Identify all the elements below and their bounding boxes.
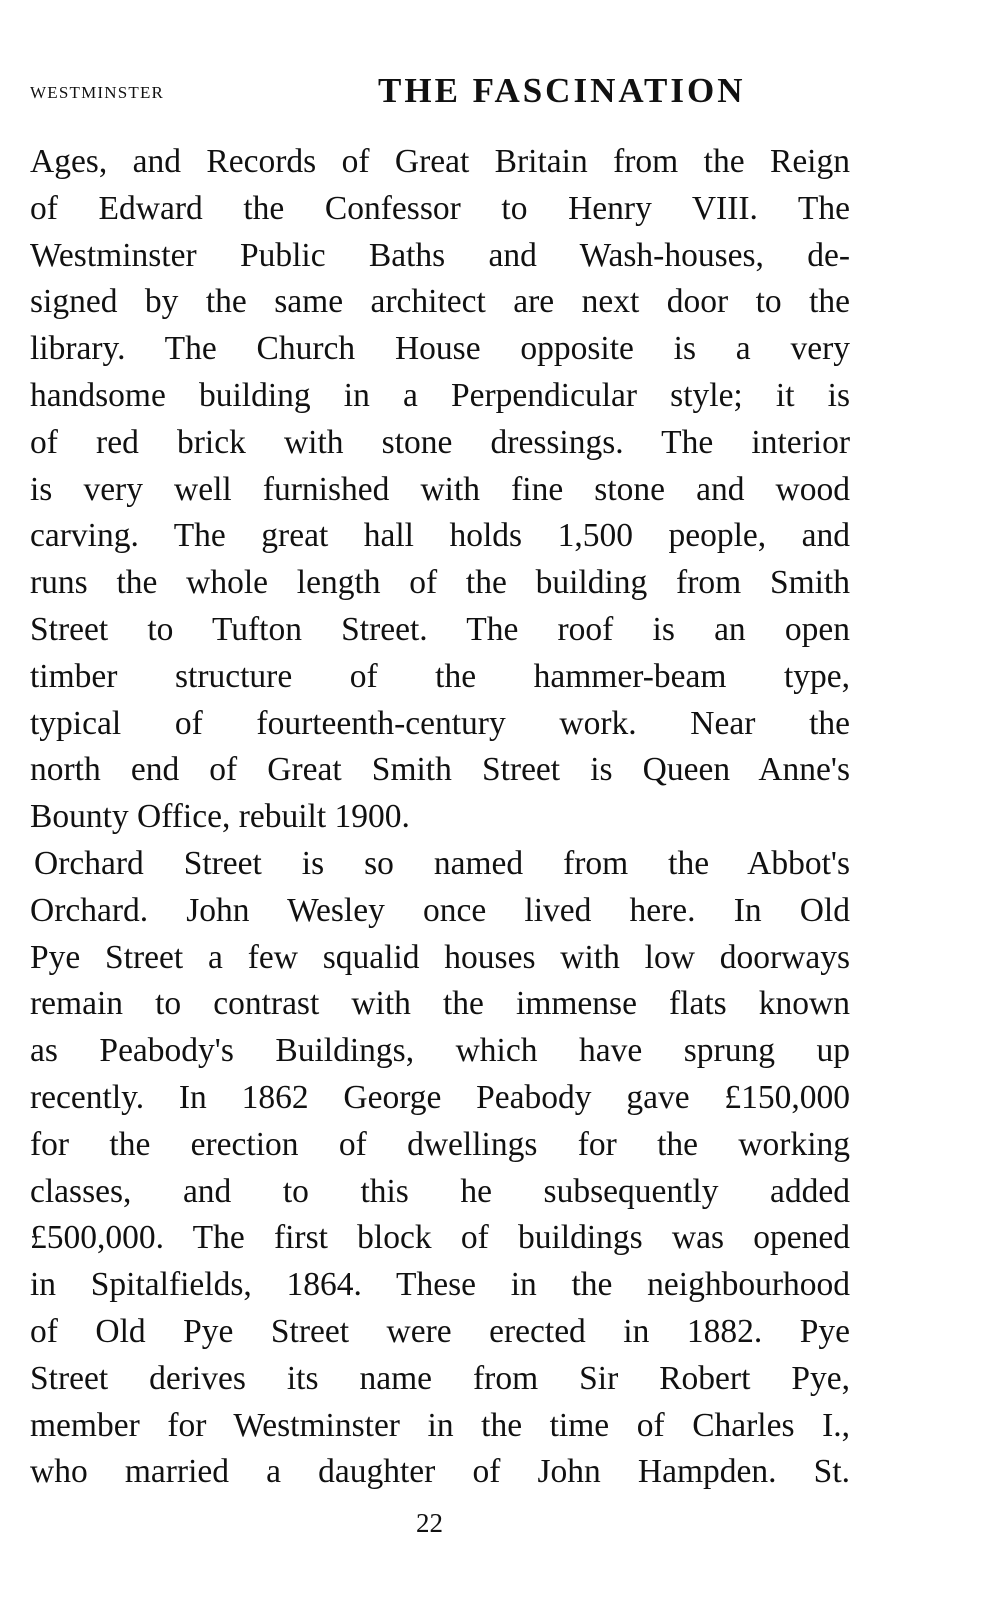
- text-line: runs the whole length of the building from Smith: [30, 564, 850, 602]
- text-line: typical of fourteenth-century work. Near the: [30, 704, 850, 742]
- text-line: recently. In 1862 George Peabody gave £150,000: [30, 1078, 850, 1116]
- text-line: Westminster Public Baths and Wash-houses, de-: [30, 236, 850, 274]
- text-line: Street to Tufton Street. The roof is an open: [30, 610, 850, 648]
- paragraph-start-line: Orchard Street is so named from the Abbot's: [34, 844, 850, 882]
- text-line: library. The Church House opposite is a very: [30, 330, 850, 368]
- text-line: classes, and to this he subsequently added: [30, 1172, 850, 1210]
- text-line: in Spitalfields, 1864. These in the neighbourhood: [30, 1266, 850, 1304]
- text-line: is very well furnished with fine stone and wood: [30, 470, 850, 508]
- text-line: carving. The great hall holds 1,500 people, and: [30, 517, 850, 555]
- text-line: of Edward the Confessor to Henry VIII. The: [30, 189, 850, 227]
- text-line: who married a daughter of John Hampden. St.: [30, 1453, 850, 1491]
- body-text: [30, 139, 850, 1496]
- text-line: of red brick with stone dressings. The interior: [30, 423, 850, 461]
- text-line: Bounty Office, rebuilt 1900.: [30, 798, 410, 836]
- text-line: for the erection of dwellings for the working: [30, 1125, 850, 1163]
- running-head: WESTMINSTER: [30, 83, 165, 102]
- text-line: £500,000. The first block of buildings was opened: [30, 1219, 850, 1257]
- text-line: Orchard. John Wesley once lived here. In Old: [30, 891, 850, 929]
- text-line: Street derives its name from Sir Robert Pye,: [30, 1359, 850, 1397]
- text-line: of Old Pye Street were erected in 1882. Pye: [30, 1312, 850, 1350]
- text-line: as Peabody's Buildings, which have sprung up: [30, 1032, 850, 1070]
- text-line: north end of Great Smith Street is Queen Anne's: [30, 751, 850, 789]
- text-line: Ages, and Records of Great Britain from the Reign: [30, 143, 850, 180]
- text-line: remain to contrast with the immense flats known: [30, 985, 850, 1023]
- text-line: Pye Street a few squalid houses with low doorways: [30, 938, 850, 976]
- text-line: signed by the same architect are next door to the: [30, 283, 850, 321]
- text-line: member for Westminster in the time of Charles I.,: [30, 1406, 850, 1444]
- text-line: handsome building in a Perpendicular style; it is: [30, 376, 850, 414]
- text-line: timber structure of the hammer-beam type,: [30, 657, 850, 695]
- page-header-title: THE FASCINATION: [378, 71, 746, 110]
- page-number: 22: [416, 1508, 443, 1538]
